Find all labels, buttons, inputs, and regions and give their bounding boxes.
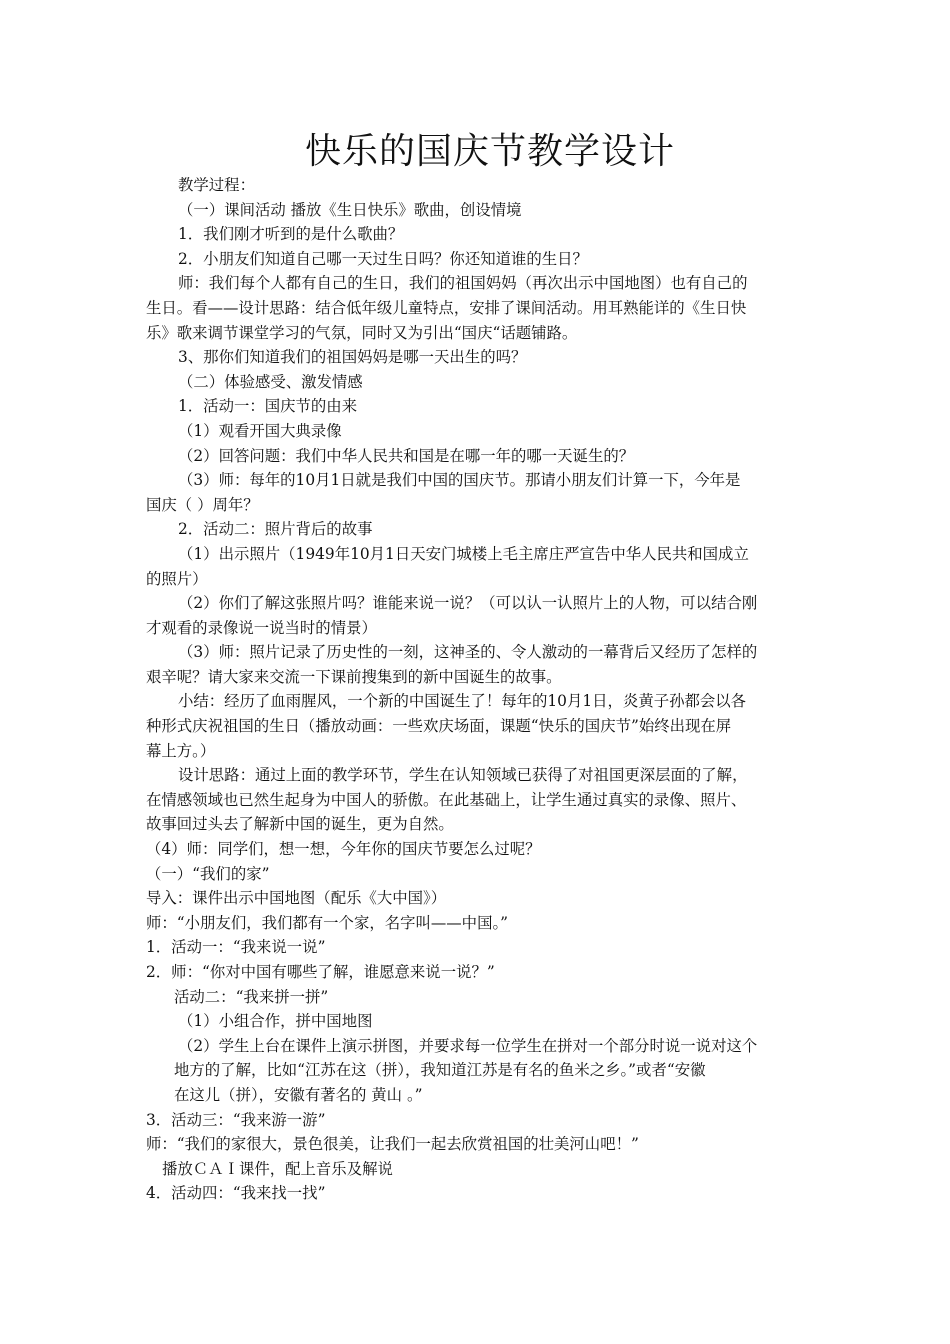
- document-title: 快乐的国庆节教学设计: [304, 131, 675, 172]
- text-line: 3．活动三：“我来游一游”: [146, 1110, 326, 1129]
- text-line: 在情感领域也已然生起身为中国人的骄傲。在此基础上，让学生通过真实的录像、照片、: [146, 790, 747, 809]
- text-line: 师：我们每个人都有自己的生日，我们的祖国妈妈（再次出示中国地图）也有自己的: [178, 274, 748, 293]
- text-line: 国庆（ ）周年？: [146, 495, 259, 514]
- text-line: 艰辛呢？请大家来交流一下课前搜集到的新中国诞生的故事。: [146, 667, 562, 686]
- text-line: 1．活动一：国庆节的由来: [178, 397, 358, 416]
- text-line: 1．活动一：“我来说一说”: [146, 938, 326, 957]
- text-line: （1）小组合作，拼中国地图: [178, 1012, 373, 1031]
- text-line: 师：“我们的家很大，景色很美，让我们一起去欣赏祖国的壮美河山吧！”: [146, 1135, 639, 1154]
- text-line: （一）课间活动 播放《生日快乐》歌曲，创设情境: [178, 200, 522, 219]
- text-line: （1）出示照片（1949年10月1日天安门城楼上毛主席庄严宣告中华人民共和国成立: [178, 544, 749, 563]
- text-line: 小结：经历了血雨腥风，一个新的中国诞生了！每年的10月1日，炎黄子孙都会以各: [178, 692, 747, 711]
- text-line: （1）观看开国大典录像: [178, 421, 342, 440]
- text-line: 活动二：“我来拼一拼”: [174, 987, 329, 1006]
- text-line: 乐》歌来调节课堂学习的气氛，同时又为引出“国庆“话题铺路。: [146, 323, 578, 342]
- text-line: 1．我们刚才听到的是什么歌曲？: [178, 225, 404, 244]
- text-line: （2）学生上台在课件上演示拼图，并要求每一位学生在拼对一个部分时说一说对这个: [178, 1036, 758, 1055]
- text-line: （4）师：同学们，想一想，今年你的国庆节要怎么过呢？: [146, 840, 541, 859]
- text-line: 故事回过头去了解新中国的诞生，更为自然。: [146, 815, 454, 834]
- text-line: 4．活动四：“我来找一找”: [146, 1184, 326, 1203]
- text-line: 教学过程：: [178, 176, 255, 194]
- text-line: 地方的了解，比如“江苏在这（拼），我知道江苏是有名的鱼米之乡。”或者“安徽: [174, 1061, 706, 1080]
- text-line: （二）体验感受、激发情感: [178, 372, 363, 391]
- text-line: 种形式庆祝祖国的生日（播放动画：一些欢庆场面，课题“快乐的国庆节”始终出现在屏: [146, 717, 732, 736]
- text-line: 的照片）: [146, 569, 208, 588]
- text-line: 导入：课件出示中国地图（配乐《大中国》）: [146, 889, 447, 908]
- text-line: 2．活动二：照片背后的故事: [178, 520, 373, 539]
- text-line: （3）师：照片记录了历史性的一刻，这神圣的、令人激动的一幕背后又经历了怎样的: [178, 643, 758, 662]
- text-line: 师：“小朋友们，我们都有一个家，名字叫——中国。”: [146, 913, 509, 932]
- text-line: 2．小朋友们知道自己哪一天过生日吗？你还知道谁的生日？: [178, 249, 588, 268]
- text-line: （2）你们了解这张照片吗？谁能来说一说？（可以认一认照片上的人物，可以结合刚: [178, 594, 758, 613]
- text-line: （2）回答问题：我们中华人民共和国是在哪一年的哪一天诞生的？: [178, 446, 635, 465]
- text-line: 3、那你们知道我们的祖国妈妈是哪一天出生的吗？: [178, 348, 527, 367]
- text-line: 在这儿（拼），安徽有著名的 黄山 。”: [174, 1085, 423, 1104]
- text-line: 设计思路：通过上面的教学环节，学生在认知领域已获得了对祖国更深层面的了解，: [178, 766, 748, 785]
- text-line: 2．师：“你对中国有哪些了解，谁愿意来说一说？”: [146, 963, 495, 981]
- text-line: （3）师：每年的10月1日就是我们中国的国庆节。那请小朋友们计算一下，今年是: [178, 471, 741, 490]
- text-line: 才观看的录像说一说当时的情景）: [146, 618, 377, 637]
- text-line: 生日。看——设计思路：结合低年级儿童特点，安排了课间活动。用耳熟能详的《生日快: [146, 298, 747, 317]
- text-line: （一）“我们的家”: [146, 864, 270, 883]
- text-line: 播放ＣＡＩ课件，配上音乐及解说: [162, 1159, 393, 1178]
- document-body: [146, 173, 811, 1206]
- text-line: 幕上方。）: [146, 741, 216, 760]
